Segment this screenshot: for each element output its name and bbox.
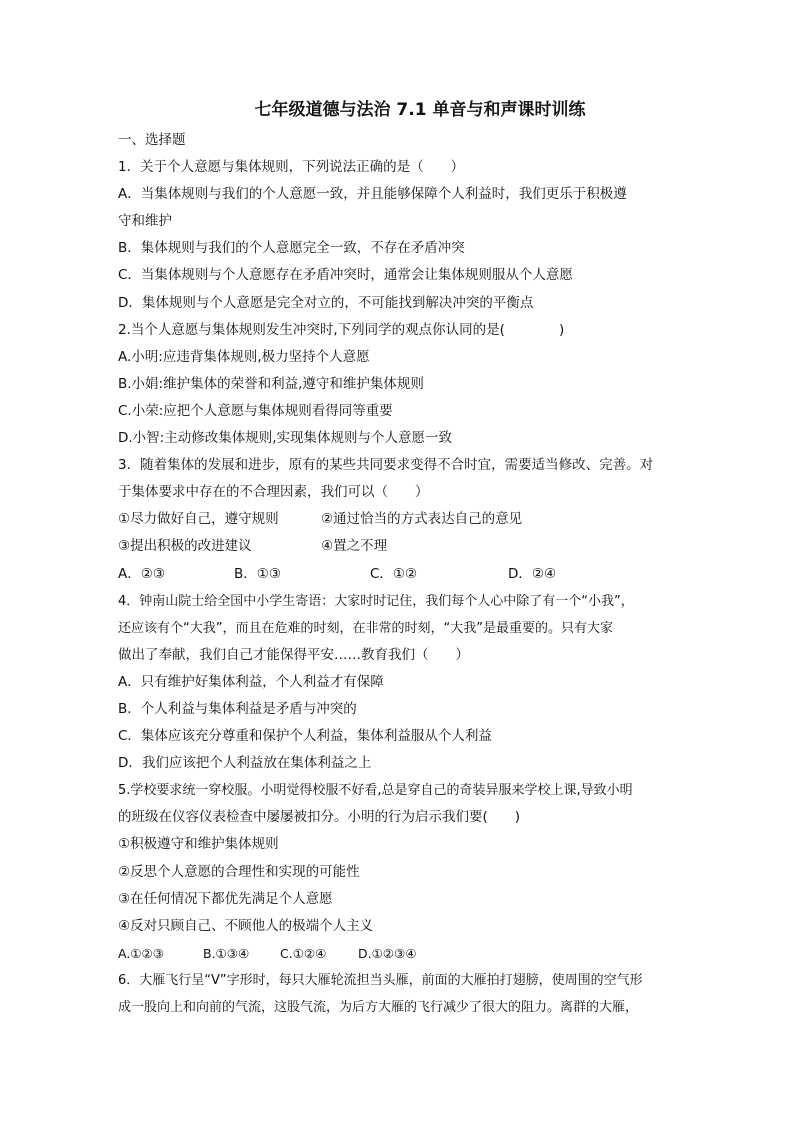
option-b: B.①③④ (203, 945, 250, 961)
option-c: C．集体应该充分尊重和保护个人利益，集体利益服从个人利益 (118, 728, 492, 745)
question-stem-continued: 于集体要求中存在的不合理因素，我们可以（ ） (118, 484, 429, 501)
option-b: B．集体规则与我们的个人意愿完全一致，不存在矛盾冲突 (118, 240, 465, 257)
option-b: B．①③ (234, 565, 281, 582)
option-c: C.小荣:应把个人意愿与集体规则看得同等重要 (118, 402, 393, 419)
question-stem-continued: 成一股向上和向前的气流，这股气流，为后方大雁的飞行减少了很大的阻力。离群的大雁， (118, 1000, 639, 1015)
question-stem-continued: 的班级在仪容仪表检查中屡屡被扣分。小明的行为启示我们要( ) (118, 809, 521, 826)
question-5 (118, 777, 716, 967)
statement-row (118, 533, 716, 560)
statement-1: ①积极遵守和维护集体规则 (118, 836, 279, 853)
statement-2: ②通过恰当的方式表达自己的意见 (321, 511, 523, 528)
option-d: D．②④ (508, 565, 557, 582)
statement-1: ①尽力做好自己，遵守规则 (118, 511, 279, 528)
statement-4: ④反对只顾自己、不顾他人的极端个人主义 (118, 917, 374, 934)
statement-3: ③提出积极的改进建议 (118, 538, 252, 555)
option-a: A.小明:应违背集体规则,极力坚持个人意愿 (118, 348, 370, 365)
option-d: D．我们应该把个人利益放在集体利益之上 (118, 755, 372, 772)
question-stem: 1．关于个人意愿与集体规则，下列说法正确的是（ ） (118, 159, 465, 176)
option-a: A．只有维护好集体利益，个人利益才有保障 (118, 673, 384, 690)
question-2 (118, 317, 716, 452)
question-stem-continued: 还应该有个“大我”，而且在危难的时刻，在非常的时刻，“大我”是最重要的。只有大家 (118, 620, 613, 636)
question-stem: 6．大雁飞行呈“V”字形时，每只大雁轮流担当头雁，前面的大雁拍打翅膀，使周围的空气形 (118, 972, 643, 988)
options-row (118, 940, 716, 967)
option-d: D．集体规则与个人意愿是完全对立的，不可能找到解决冲突的平衡点 (118, 294, 534, 311)
question-stem: 4．钟南山院士给全国中小学生寄语：大家时时记住，我们每个人心中除了有一个“小我”， (118, 593, 634, 609)
option-c: C．当集体规则与个人意愿存在矛盾冲突时，通常会让集体规则服从个人意愿 (118, 267, 573, 284)
question-stem: 5.学校要求统一穿校服。小明觉得校服不好看,总是穿自己的奇装异服来学校上课,导致小明 (118, 783, 633, 799)
statement-3: ③在任何情况下都优先满足个人意愿 (118, 890, 333, 907)
option-a: A．②③ (118, 565, 165, 582)
option-d: D.①②③④ (358, 945, 417, 961)
document-title: 七年级道德与法治 7.1 单音与和声课时训练 (254, 100, 586, 120)
question-stem: 3．随着集体的发展和进步，原有的某些共同要求变得不合时宜，需要适当修改、完善。对 (118, 457, 654, 474)
option-c: C.①②④ (280, 945, 327, 961)
section-heading: 一、选择题 (118, 132, 186, 148)
option-a: A．当集体规则与我们的个人意愿一致，并且能够保障个人利益时，我们更乐于积极遵 (118, 186, 627, 203)
question-6 (118, 967, 716, 1021)
question-3 (118, 452, 716, 587)
option-b: B.小娟:维护集体的荣誉和利益,遵守和维护集体规则 (118, 375, 424, 392)
question-4 (118, 588, 716, 778)
option-d: D.小智:主动修改集体规则,实现集体规则与个人意愿一致 (118, 430, 453, 447)
statement-2: ②反思个人意愿的合理性和实现的可能性 (118, 863, 360, 880)
options-row (118, 561, 716, 588)
option-a: A.①②③ (118, 945, 164, 961)
statement-row (118, 506, 716, 533)
question-stem: 2.当个人意愿与集体规则发生冲突时,下列同学的观点你认同的是( ) (118, 321, 565, 338)
option-a-continued: 守和维护 (118, 213, 172, 230)
option-c: C．①② (370, 565, 418, 582)
question-1 (118, 154, 716, 317)
option-b: B．个人利益与集体利益是矛盾与冲突的 (118, 700, 357, 717)
statement-4: ④置之不理 (321, 538, 388, 555)
question-stem-continued: 做出了奉献，我们自己才能保得平安……教育我们（ ） (118, 646, 469, 663)
